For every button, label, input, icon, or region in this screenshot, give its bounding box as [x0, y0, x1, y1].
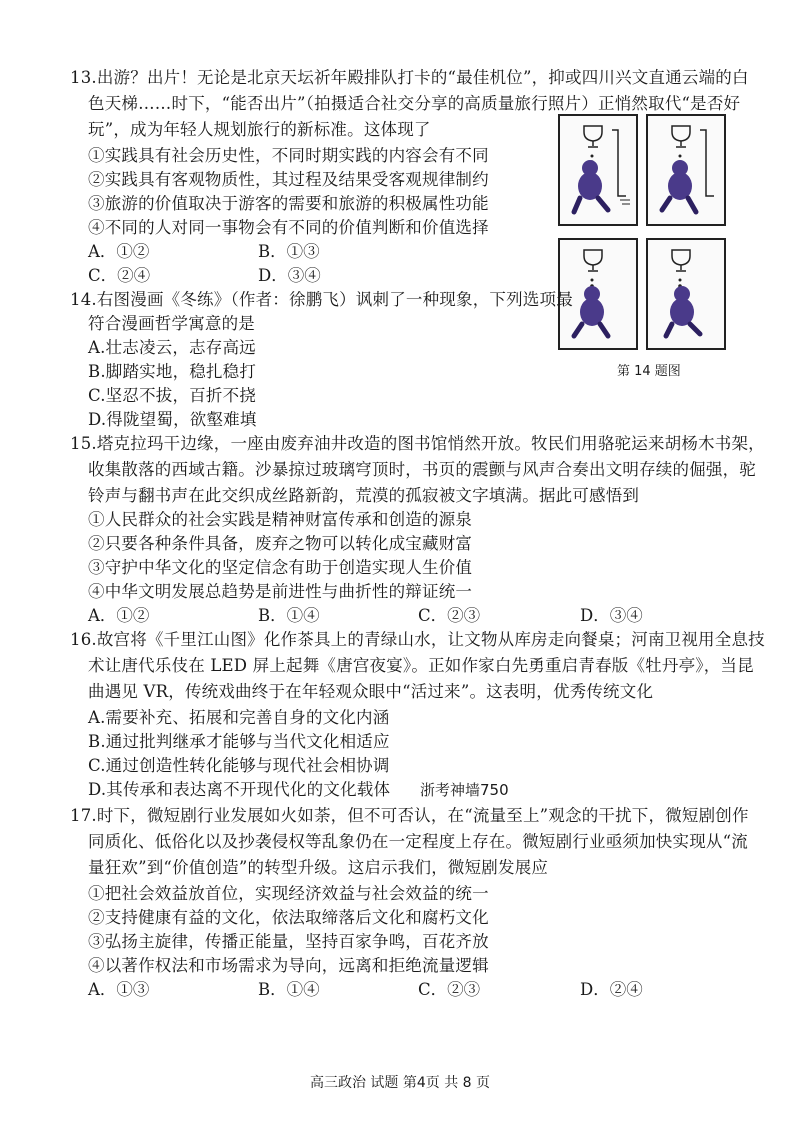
q15-stem-line-2: 收集散落的西域古籍。沙暴掠过玻璃穹顶时，书页的震颤与风声合奏出文明存续的倔强，驼	[88, 460, 756, 479]
q17-option-c: C．②③	[418, 980, 481, 999]
q15-statement-2: ②只要各种条件具备，废弃之物可以转化成宝藏财富	[88, 534, 473, 553]
q17-stem-line-1: 17.时下，微短剧行业发展如火如荼，但不可否认，在“流量至上”观念的干扰下，微短剧创作	[70, 806, 749, 825]
figure-caption: 第 14 题图	[617, 364, 681, 379]
q14-stem-line-2: 符合漫画哲学寓意的是	[88, 314, 255, 333]
cartoon-panel-2	[646, 114, 726, 226]
q13-statement-1: ①实践具有社会历史性，不同时期实践的内容会有不同	[88, 146, 489, 165]
q13-option-c: C．②④	[88, 266, 151, 285]
q15-stem-line-3: 铃声与翻书声在此交织成丝路新韵，荒漠的孤寂被文字填满。据此可感悟到	[88, 486, 640, 505]
cartoon-winter-training	[558, 114, 728, 354]
q13-stem-line-3: 玩”，成为年轻人规划旅行的新标准。这体现了	[88, 120, 431, 139]
q17-statement-1: ①把社会效益放首位，实现经济效益与社会效益的统一	[88, 884, 489, 903]
q13-option-b: B．①③	[258, 242, 320, 261]
q15-option-d: D．③④	[580, 606, 643, 625]
q16-option-d: D.其传承和表达离不开现代化的文化载体	[88, 780, 391, 799]
q17-option-d: D．②④	[580, 980, 643, 999]
cartoon-panel-1	[558, 114, 638, 226]
q15-stem-line-1: 15.塔克拉玛干边缘，一座由废弃油井改造的图书馆悄然开放。牧民们用骆驼运来胡杨木书架，	[70, 434, 765, 453]
q14-option-b: B.脚踏实地，稳扎稳打	[88, 362, 257, 381]
watermark-text: 浙考神墙750	[420, 781, 509, 799]
q15-statement-1: ①人民群众的社会实践是精神财富传承和创造的源泉	[88, 510, 473, 529]
q16-option-a: A.需要补充、拓展和完善自身的文化内涵	[88, 708, 390, 727]
q17-statement-4: ④以著作权法和市场需求为导向，远离和拒绝流量逻辑	[88, 956, 489, 975]
q17-option-b: B．①④	[258, 980, 320, 999]
q16-option-c: C.通过创造性转化能够与现代社会相协调	[88, 756, 390, 775]
q17-stem-line-2: 同质化、低俗化以及抄袭侵权等乱象仍在一定程度上存在。微短剧行业亟须加快实现从“流	[88, 832, 748, 851]
q15-option-c: C．②③	[418, 606, 481, 625]
q17-option-a: A．①③	[88, 980, 150, 999]
q16-stem-line-1: 16.故宫将《千里江山图》化作茶具上的青绿山水，让文物从库房走向餐桌；河南卫视用全息技	[70, 630, 765, 649]
q17-statement-3: ③弘扬主旋律，传播正能量，坚持百家争鸣，百花齐放	[88, 932, 489, 951]
q16-option-b: B.通过批判继承才能够与当代文化相适应	[88, 732, 390, 751]
q13-statement-3: ③旅游的价值取决于游客的需要和旅游的积极属性功能	[88, 194, 489, 213]
q14-option-a: A.壮志凌云，志存高远	[88, 338, 256, 357]
q14-option-c: C.坚忍不拔，百折不挠	[88, 386, 256, 405]
q16-stem-line-3: 曲遇见 VR，传统戏曲终于在年轻观众眼中“活过来”。这表明，优秀传统文化	[88, 682, 654, 701]
q16-stem-line-2: 术让唐代乐伎在 LED 屏上起舞《唐宫夜宴》。正如作家白先勇重启青春版《牡丹亭》，当昆	[88, 656, 754, 675]
q13-statement-2: ②实践具有客观物质性，其过程及结果受客观规律制约	[88, 170, 489, 189]
q13-option-a: A．①②	[88, 242, 150, 261]
q15-statement-4: ④中华文明发展总趋势是前进性与曲折性的辩证统一	[88, 582, 473, 601]
q15-statement-3: ③守护中华文化的坚定信念有助于创造实现人生价值	[88, 558, 473, 577]
q13-stem-line-2: 色天梯……时下，“能否出片”（拍摄适合社交分享的高质量旅行照片）正悄然取代“是否好	[88, 94, 741, 113]
q14-stem-line-1: 14.右图漫画《冬练》（作者：徐鹏飞）讽刺了一种现象，下列选项最	[70, 290, 573, 309]
q17-statement-2: ②支持健康有益的文化，依法取缔落后文化和腐朽文化	[88, 908, 489, 927]
page-footer: 高三政治 试题 第4页 共 8 页	[309, 1075, 491, 1091]
q15-option-b: B．①④	[258, 606, 320, 625]
q13-option-d: D．③④	[258, 266, 321, 285]
q17-stem-line-3: 量狂欢”到“价值创造”的转型升级。这启示我们，微短剧发展应	[88, 858, 549, 877]
q13-stem-line-1: 13.出游？出片！无论是北京天坛祈年殿排队打卡的“最佳机位”，抑或四川兴文直通云端的白	[70, 68, 749, 87]
q15-option-a: A．①②	[88, 606, 150, 625]
cartoon-panel-4	[646, 238, 726, 350]
q13-statement-4: ④不同的人对同一事物会有不同的价值判断和价值选择	[88, 218, 489, 237]
q14-option-d: D.得陇望蜀，欲壑难填	[88, 410, 257, 429]
